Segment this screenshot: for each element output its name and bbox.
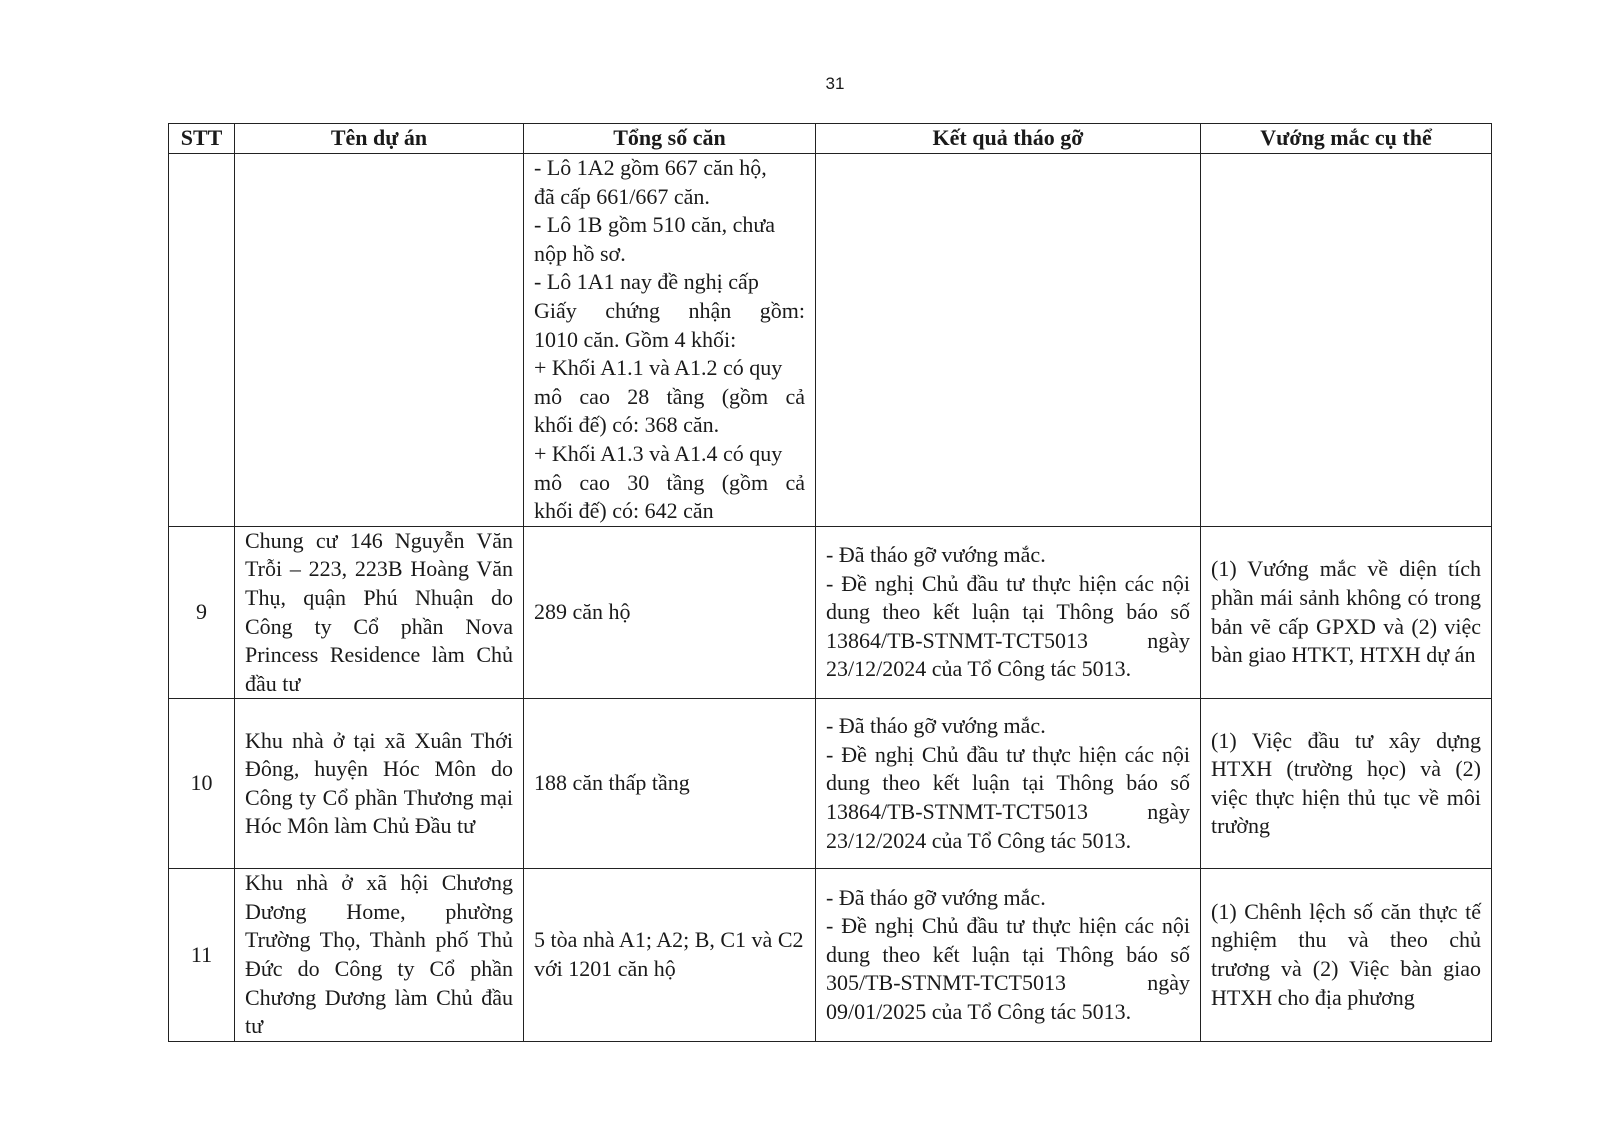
cell-stt: 10 [169,699,235,869]
cell-issues [1201,154,1492,527]
cell-stt: 11 [169,869,235,1042]
result-line: - Đã tháo gỡ vướng mắc. [826,884,1046,910]
cell-result [816,699,1201,869]
units-line: + Khối A1.3 và A1.4 có quy [534,440,783,466]
table-header-row [169,124,1492,154]
units-line: khối đế) có: 642 căn [534,498,714,524]
result-line: - Đã tháo gỡ vướng mắc. [826,713,1046,739]
units-line: khối đế) có: 368 căn. [534,412,720,438]
table-row [169,526,1492,699]
units-line: - Lô 1B gồm 510 căn, chưa [534,212,776,238]
cell-issues: (1) Vướng mắc về diện tích phần mái sảnh không có trong bản vẽ cấp GPXD và (2) việc bàn giao HTKT, HTXH dự án [1201,526,1492,699]
cell-units: 289 căn hộ [524,526,816,699]
cell-stt [169,154,235,527]
header-total-units: Tổng số căn [524,124,816,154]
header-issues: Vướng mắc cụ thể [1201,124,1492,154]
cell-issues: (1) Việc đầu tư xây dựng HTXH (trường học) và (2) việc thực hiện thủ tục về môi trường [1201,699,1492,869]
table-row [169,699,1492,869]
project-table [168,123,1492,1042]
cell-issues: (1) Chênh lệch số căn thực tế nghiệm thu và theo chủ trương và (2) Việc bàn giao HTXH cho địa phương [1201,869,1492,1042]
result-line: - Đã tháo gỡ vướng mắc. [826,542,1046,568]
cell-project [235,154,524,527]
cell-result [816,869,1201,1042]
table-row-continuation [169,154,1492,527]
cell-units [524,154,816,527]
cell-project: Chung cư 146 Nguyễn Văn Trỗi – 223, 223B Hoàng Văn Thụ, quận Phú Nhuận do Công ty Cổ phần Nova Princess Residence làm Chủ đầu tư [235,526,524,699]
page-number: 31 [825,74,845,93]
header-result: Kết quả tháo gỡ [816,124,1201,154]
header-stt: STT [169,124,235,154]
units-line: Giấy chứng nhận gồm: [534,297,805,323]
cell-result [816,526,1201,699]
units-line: + Khối A1.1 và A1.2 có quy [534,355,783,381]
units-line: - Lô 1A1 nay đề nghị cấp [534,269,759,295]
units-line: - Lô 1A2 gồm 667 căn hộ, [534,155,767,180]
cell-project: Khu nhà ở tại xã Xuân Thới Đông, huyện Hóc Môn do Công ty Cổ phần Thương mại Hóc Môn làm Chủ Đầu tư [235,699,524,869]
header-project-name: Tên dự án [235,124,524,154]
units-line: đã cấp 661/667 căn. [534,183,710,209]
result-line: - Đề nghị Chủ đầu tư thực hiện các nội dung theo kết luận tại Thông báo số 13864/TB-STNMT-TCT5013 ngày 23/12/2024 của Tổ Công tác 5013. [826,570,1190,682]
cell-result [816,154,1201,527]
units-line: mô cao 28 tầng (gồm cả [534,383,805,409]
units-line: 1010 căn. Gồm 4 khối: [534,326,737,352]
result-line: - Đề nghị Chủ đầu tư thực hiện các nội dung theo kết luận tại Thông báo số 305/TB-STNMT-TCT5013 ngày 09/01/2025 của Tổ Công tác 5013. [826,913,1190,1024]
units-line: mô cao 30 tầng (gồm cả [534,469,805,495]
table-row [169,869,1492,1042]
cell-stt: 9 [169,526,235,699]
cell-units: 5 tòa nhà A1; A2; B, C1 và C2 với 1201 căn hộ [524,869,816,1042]
units-line: nộp hồ sơ. [534,240,626,266]
cell-units: 188 căn thấp tầng [524,699,816,869]
result-line: - Đề nghị Chủ đầu tư thực hiện các nội dung theo kết luận tại Thông báo số 13864/TB-STNMT-TCT5013 ngày 23/12/2024 của Tổ Công tác 5013. [826,741,1190,853]
cell-project: Khu nhà ở xã hội Chương Dương Home, phường Trường Thọ, Thành phố Thủ Đức do Công ty Cổ phần Chương Dương làm Chủ đầu tư [235,869,524,1042]
